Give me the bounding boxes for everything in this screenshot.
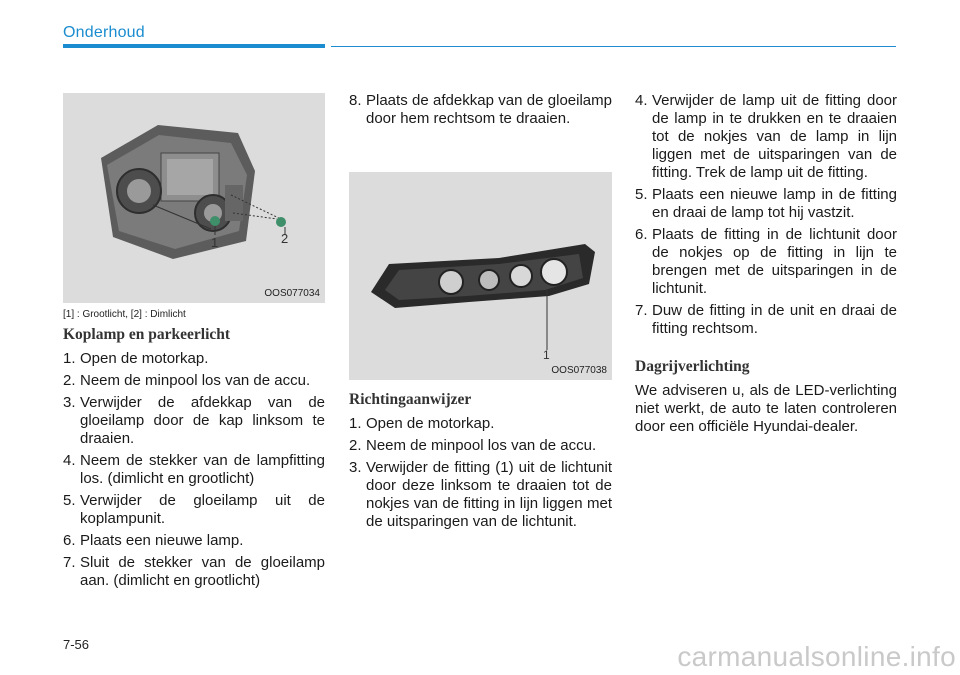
list-item [349,92,612,128]
list-item-number: 1. [63,350,76,367]
turn-signal-figure [349,172,612,380]
list-item-text: Sluit de stekker van de gloeilamp aan. (dimlicht en grootlicht) [80,554,325,589]
steps-list [349,92,612,128]
list-item-text: Open de motorkap. [366,415,495,432]
list-item-text: Open de motorkap. [80,350,209,367]
callout-1: 1 [211,235,219,250]
list-item-text: Plaats de fitting in de lichtunit door de nokjes op de fitting in lijn te brengen met de uitsparingen in de lichtunit. [652,226,897,297]
list-item-text: Plaats een nieuwe lamp in de fitting en draai de lamp tot hij vastzit. [652,186,897,221]
list-item-text: Plaats een nieuwe lamp. [80,532,244,549]
list-item [63,554,325,590]
list-item-text: Verwijder de lamp uit de fitting door de lamp in te drukken en te draaien tot de nokjes van de lamp in lijn liggen met de uitsparingen van de fitting. Trek de lamp uit de fitting. [652,92,897,181]
list-item-text: Duw de fitting in de unit en draai de fitting rechtsom. [652,302,897,337]
list-item-text: Plaats de afdekkap van de gloeilamp door hem rechtsom te draaien. [366,92,612,127]
heading-dagrijverlichting: Dagrijverlichting [635,358,750,375]
figure-caption: [1] : Grootlicht, [2] : Dimlicht [63,309,186,320]
list-item-number: 4. [63,452,76,469]
header-rule-thick [63,44,325,48]
list-item-text: Verwijder de fitting (1) uit de lichtunit door deze linksom te draaien tot de nokjes van de fitting in lijn liggen met de uitsparingen van de lichtunit. [366,459,612,530]
column-3 [635,92,897,436]
list-item [63,394,325,448]
list-item-number: 7. [635,302,648,319]
callout-1: 1 [543,348,550,362]
list-item-text: Verwijder de afdekkap van de gloeilamp door de kap linksom te draaien. [80,394,325,447]
list-item-number: 1. [349,415,362,432]
steps-list [635,92,897,338]
steps-list [349,415,612,531]
list-item-text: Neem de stekker van de lampfitting los. (dimlicht en grootlicht) [80,452,325,487]
list-item-number: 4. [635,92,648,109]
figure-code: OOS077034 [264,288,320,299]
list-item [635,92,897,182]
list-item [349,459,612,531]
list-item [63,532,325,550]
list-item [63,372,325,390]
list-item-text: Neem de minpool los van de accu. [366,437,597,454]
list-item [349,437,612,455]
watermark: carmanualsonline.info [677,641,956,672]
heading-koplamp: Koplamp en parkeerlicht [63,326,231,343]
list-item [63,350,325,368]
heading-richtingaanwijzer: Richtingaanwijzer [349,391,472,408]
list-item-number: 6. [63,532,76,549]
headlamp-illustration [63,93,325,303]
list-item-text: Neem de minpool los van de accu. [80,372,311,389]
header-rule-thin [331,46,896,47]
list-item-number: 8. [349,92,362,109]
page-number: 7-56 [63,637,90,652]
list-item-number: 7. [63,554,76,571]
steps-list [63,350,325,590]
headlamp-figure [63,93,325,303]
list-item-number: 6. [635,226,648,243]
section-title: Onderhoud [63,24,145,41]
list-item [349,415,612,433]
column-2-bottom [349,391,612,535]
list-item-number: 2. [63,372,76,389]
list-item [635,302,897,338]
callout-2: 2 [281,231,289,246]
list-item-number: 2. [349,437,362,454]
list-item-number: 5. [635,186,648,203]
paragraph-dagrijverlichting: We adviseren u, als de LED-verlichting niet werkt, de auto te laten controleren door een officiële Hyundai-dealer. [635,382,897,435]
list-item-number: 5. [63,492,76,509]
figure-code: OOS077038 [551,365,607,376]
column-2-top [349,92,612,132]
list-item [635,226,897,298]
list-item-text: Verwijder de gloeilamp uit de koplampunit. [80,492,325,527]
list-item [63,492,325,528]
list-item-number: 3. [349,459,362,476]
list-item [63,452,325,488]
column-1 [63,326,325,594]
turn-signal-illustration [349,172,612,380]
list-item [635,186,897,222]
list-item-number: 3. [63,394,76,411]
